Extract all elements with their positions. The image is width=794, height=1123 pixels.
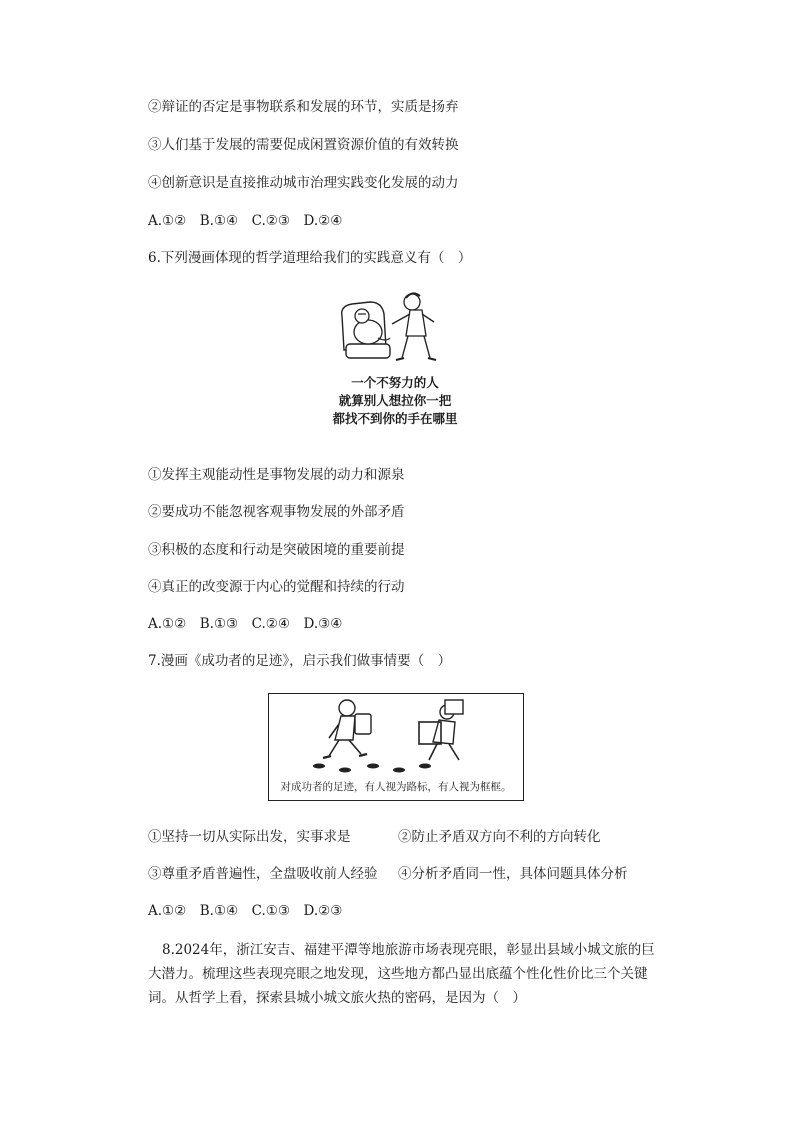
caption-line: 都找不到你的手在哪里: [332, 411, 458, 426]
q6-item-2: ②要成功不能忽视客观事物发展的外部矛盾: [148, 504, 405, 520]
cartoon-illustration: [330, 288, 460, 368]
q5-choices: A.①② B.①④ C.②③ D.②④: [148, 213, 343, 229]
q6-choices: A.①② B.①③ C.②④ D.③④: [148, 616, 343, 632]
q7-cartoon-caption: 对成功者的足迹，有人视为路标，有人视为框框。: [280, 781, 512, 793]
q7-item-4: ④分析矛盾同一性，具体问题具体分析: [398, 866, 628, 882]
q6-stem: 6.下列漫画体现的哲学道理给我们的实践意义有（ ）: [148, 250, 472, 266]
q6-cartoon: [330, 288, 460, 442]
caption-line: 一个不努力的人: [351, 375, 439, 390]
q7-item-2: ②防止矛盾双方向不利的方向转化: [398, 829, 601, 845]
caption-line: 就算别人想拉你一把: [338, 393, 452, 408]
q7-item-3: ③尊重矛盾普遍性，全盘吸收前人经验: [148, 866, 378, 882]
q7-choices: A.①② B.①④ C.①③ D.②③: [148, 903, 343, 919]
q6-item-4: ④真正的改变源于内心的觉醒和持续的行动: [148, 579, 405, 595]
q7-item-1: ①坚持一切从实际出发，实事求是: [148, 829, 351, 845]
q5-item-2: ②辩证的否定是事物联系和发展的环节，实质是扬弃: [148, 99, 459, 115]
q6-cartoon-caption: [330, 374, 460, 428]
q5-item-4: ④创新意识是直接推动城市治理实践变化发展的动力: [148, 175, 459, 191]
q7-cartoon: [268, 693, 524, 801]
q6-item-1: ①发挥主观能动性是事物发展的动力和源泉: [148, 467, 405, 483]
cartoon-illustration: [269, 694, 523, 776]
q5-item-3: ③人们基于发展的需要促成闲置资源价值的有效转换: [148, 137, 459, 153]
q8-text: 8.2024年，浙江安吉、福建平潭等地旅游市场表现亮眼，彰显出县域小城文旅的巨大潜力。梳理这些表现亮眼之地发现，这些地方都凸显出底蕴个性化性价比三个关键词。从哲学上看，探索县城小城文旅火热的密码，是因为（ ）: [148, 942, 655, 1006]
q7-stem: 7.漫画《成功者的足迹》，启示我们做事情要（ ）: [148, 653, 452, 669]
q6-item-3: ③积极的态度和行动是突破困境的重要前提: [148, 542, 405, 558]
